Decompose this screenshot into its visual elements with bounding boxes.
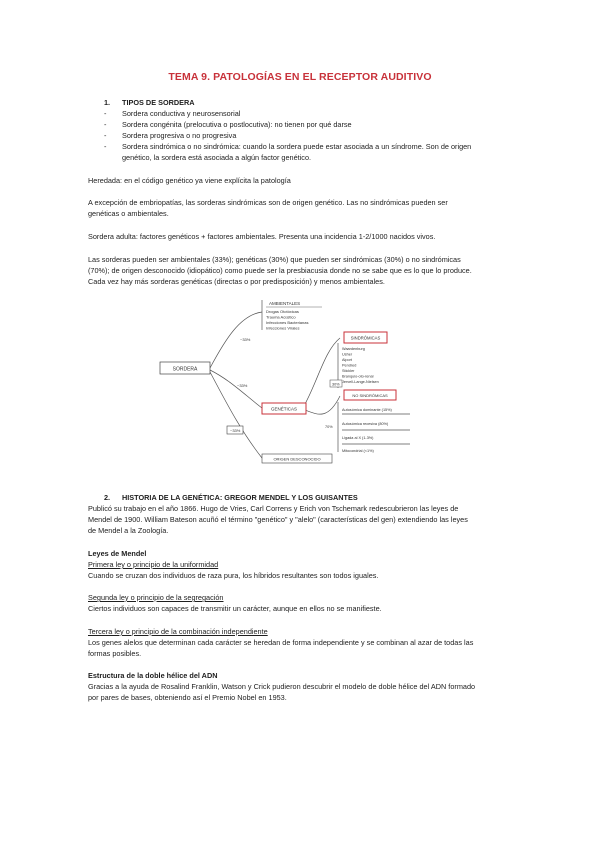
sind-item: Stickler [342, 369, 355, 373]
geneticas-label: GENÉTICAS [270, 406, 298, 412]
adn-text-line: por pares de bases, obteniendo así el Premio Nobel en 1953. [88, 693, 287, 702]
adn-heading: Estructura de la doble hélice del ADN [88, 671, 218, 680]
no-sindromicas-label: NO SINDRÓMICAS [352, 393, 388, 398]
paragraph-sorderas-line: Las sorderas pueden ser ambientales (33%); genéticas (30%) que pueden ser sindrómicas (30%) o no sindrómicas [88, 255, 461, 264]
ley3-text-line: Los genes alelos que determinan cada carácter se heredan de forma independiente y se combinan al azar de todas las [88, 638, 474, 647]
ley3-title: Tercera ley o principio de la combinación independiente [88, 627, 268, 636]
nosind-item: Ligada al X (1-3%) [342, 436, 374, 440]
paragraph-sorderas-line: Cada vez hay más sorderas genéticas (directas o por predisposición) y menos ambientales. [88, 277, 385, 286]
sind-item: Waardenburg [342, 347, 365, 351]
ambientales-item: Infecciones Virales [266, 325, 300, 331]
paragraph-excepcion-line: genéticas o ambientales. [88, 209, 169, 218]
paragraph-mendel-line: de Mendel a la Zoología. [88, 526, 169, 535]
sindromicas-label: SINDRÓMICAS [350, 335, 381, 341]
branch-line [305, 338, 340, 404]
section1-heading: TIPOS DE SORDERA [122, 98, 195, 107]
ley3-text-line: formas posibles. [88, 649, 142, 658]
pct-label: 30% [332, 382, 340, 387]
ambientales-label: AMBIENTALES [269, 301, 301, 306]
bullet-item: Sordera congénita (prelocutiva o postlocutiva): no tienen por qué darse [122, 120, 352, 129]
sind-item: Jervell-Lange-Nielsen [342, 380, 379, 384]
paragraph-heredada: Heredada: en el código genético ya viene explícita la patología [88, 176, 291, 185]
section1-number: 1. [104, 98, 111, 107]
bullet-item: Sordera progresiva o no progresiva [122, 131, 237, 140]
ley1-text: Cuando se cruzan dos individuos de raza pura, los híbridos resultantes son todos iguales. [88, 571, 379, 580]
paragraph-sorderas-line: (70%); de origen desconocido (idiopático) como puede ser la presbiacusia donde no se sabe que es lo que lo produce. [88, 266, 472, 275]
bullet-dash: - [104, 109, 107, 118]
branch-line [210, 372, 262, 458]
nosind-item: Mitocondrial (<1%) [342, 449, 374, 453]
pct-label: ~33% [237, 383, 248, 388]
page-title: TEMA 9. PATOLOGÍAS EN EL RECEPTOR AUDITIVO [168, 71, 432, 83]
pct-label: 70% [325, 425, 333, 429]
sind-item: Branquio-oto-renal [342, 374, 374, 379]
sind-item: Alport [342, 358, 352, 362]
branch-line [305, 396, 340, 414]
nosind-item: Autosómica dominante (15%) [342, 408, 392, 412]
paragraph-adulta: Sordera adulta: factores genéticos + factores ambientales. Presenta una incidencia 1-2/1000 nacidos vivos. [88, 232, 436, 241]
leyes-heading: Leyes de Mendel [88, 549, 147, 558]
ley2-title: Segunda ley o principio de la segregación [88, 593, 224, 602]
pct-label: ~33% [230, 428, 241, 433]
ley1-title: Primera ley o principio de la uniformidad [88, 560, 219, 569]
bullet-dash: - [104, 142, 107, 151]
ambientales-item: Drogas Ototóxicas [266, 309, 299, 314]
pct-label: ~33% [240, 337, 251, 342]
ley2-text: Ciertos individuos son capaces de transmitir un carácter, aunque en ellos no se manifieste. [88, 604, 382, 613]
adn-text-line: Gracias a la ayuda de Rosalind Franklin, Watson y Crick pudieron descubrir el modelo de doble hélice del ADN formado [88, 682, 476, 691]
bullet-item: Sordera sindrómica o no sindrómica: cuando la sordera puede estar asociada a un síndrome. Son de origen [122, 142, 472, 151]
branch-line [210, 312, 262, 368]
bullet-dash: - [104, 131, 107, 140]
branch-line [210, 370, 262, 408]
bullet-item-continuation: genético, la sordera está asociada a algún factor genético. [122, 153, 312, 162]
bullet-item: Sordera conductiva y neurosensorial [122, 109, 241, 118]
bullet-dash: - [104, 120, 107, 129]
sind-item: Usher [342, 352, 353, 357]
paragraph-excepcion-line: A excepción de embriopatías, las sorderas sindrómicas son de origen genético. Las no sindrómicas pueden ser [88, 198, 448, 207]
desconocido-label: ORIGEN DESCONOCIDO [273, 456, 321, 462]
ambientales-item: Infecciones Bacterianas [266, 320, 309, 325]
paragraph-mendel-line: Mendel de 1900. William Bateson acuñó el término "genético" y "alelo" (características del gen) extendiendo las leyes [88, 515, 468, 524]
section2-heading: HISTORIA DE LA GENÉTICA: GREGOR MENDEL Y LOS GUISANTES [122, 493, 358, 502]
root-label: SORDERA [172, 366, 198, 373]
sind-item: Pendred [342, 363, 357, 368]
paragraph-mendel-line: Publicó su trabajo en el año 1866. Hugo de Vries, Carl Correns y Erich von Tschemark redescubrieron las leyes de [88, 504, 459, 513]
ambientales-item: Trauma Acústico [266, 314, 296, 320]
nosind-item: Autosómica recesiva (80%) [342, 422, 389, 426]
section2-number: 2. [104, 493, 111, 502]
